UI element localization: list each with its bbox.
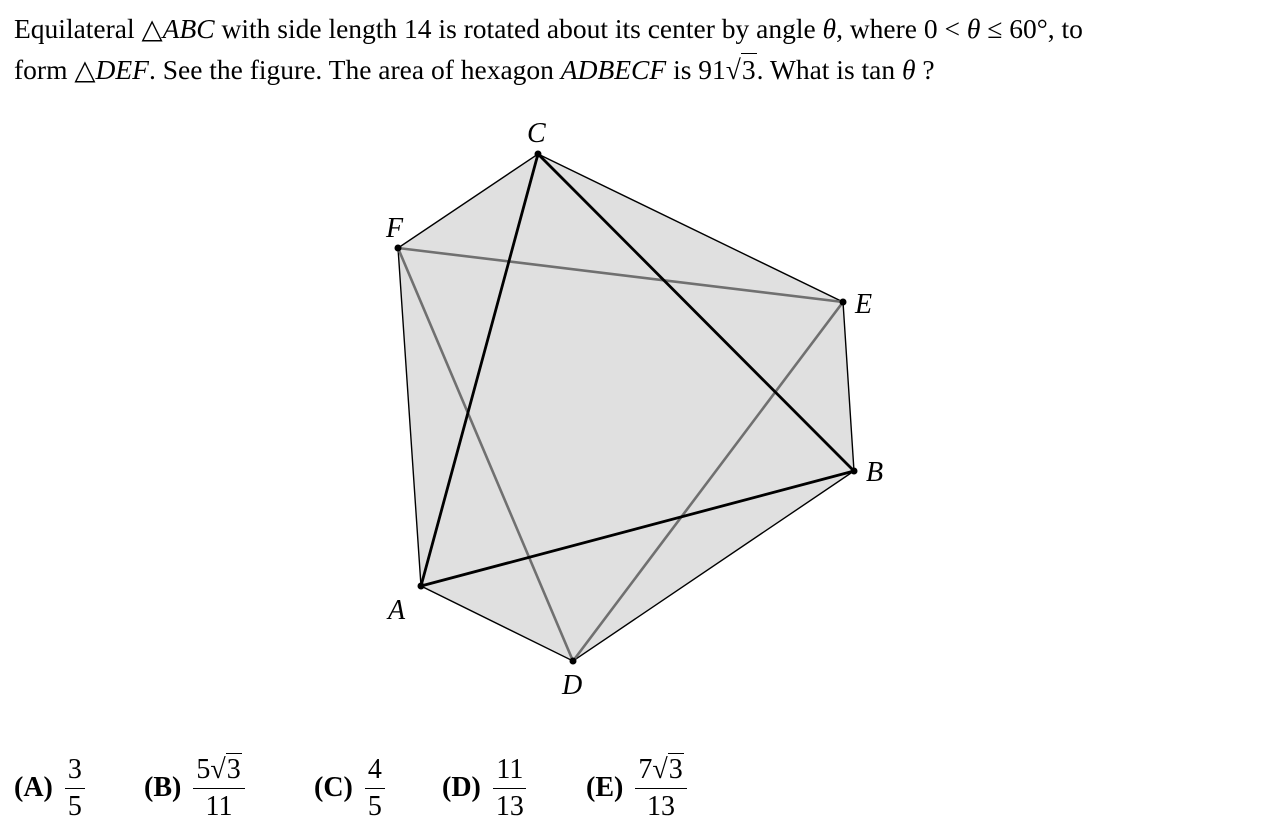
text-segment: , where 0 < [836, 13, 967, 44]
theta-symbol: θ [902, 54, 916, 85]
numerator: 11 [493, 755, 526, 789]
theta-symbol: θ [966, 13, 981, 44]
square-root [652, 755, 683, 785]
text-segment: ≤ 60°, to [980, 13, 1083, 44]
denominator: 11 [205, 790, 233, 822]
radical-sign: √ [210, 753, 226, 785]
triangle-abc-name: ABC [162, 13, 215, 44]
choice-b[interactable] [144, 748, 245, 828]
radicand: 3 [741, 54, 756, 85]
vertex-a-point [418, 583, 425, 590]
fraction [365, 755, 385, 822]
answer-choices [14, 748, 774, 828]
choice-label: (A) [14, 772, 53, 803]
choice-label: (B) [144, 772, 182, 803]
choice-label: (C) [314, 772, 353, 803]
choice-label: (D) [442, 772, 481, 803]
denominator: 13 [647, 790, 676, 822]
numerator: 4 [365, 755, 385, 789]
numerator: 3 [65, 755, 85, 789]
text-segment: . What is tan [756, 54, 902, 85]
vertex-label-e: E [855, 289, 873, 320]
theta-symbol: θ [822, 13, 837, 44]
fraction [493, 755, 527, 822]
vertex-d-point [570, 658, 577, 665]
text-segment: is 91 [666, 54, 726, 85]
vertex-label-d: D [562, 670, 583, 701]
denominator: 13 [495, 790, 524, 822]
coefficient: 5 [196, 753, 211, 785]
text-segment: with side length 14 is rotated about its center by angle [214, 13, 823, 44]
text-segment: ? [915, 54, 935, 85]
choice-c[interactable] [314, 748, 385, 828]
radicand: 3 [668, 753, 683, 785]
fraction [635, 755, 686, 822]
fraction [193, 755, 244, 822]
text-segment: Equilateral △ [14, 13, 163, 44]
numerator [635, 755, 686, 789]
fraction [65, 755, 85, 822]
vertex-b-point [851, 468, 858, 475]
vertex-label-b: B [866, 457, 884, 488]
vertex-e-point [840, 299, 847, 306]
text-segment: . See the figure. The area of hexagon [148, 54, 561, 85]
vertex-f-point [395, 245, 402, 252]
vertex-label-a: A [388, 595, 406, 626]
radicand: 3 [226, 753, 241, 785]
hexagon-name: ADBECF [560, 54, 667, 85]
text-segment: form △ [14, 54, 96, 85]
coefficient: 7 [638, 753, 653, 785]
numerator [193, 755, 244, 789]
denominator: 5 [367, 790, 382, 822]
vertex-c-point [535, 151, 542, 158]
denominator: 5 [67, 790, 82, 822]
choice-e[interactable] [586, 748, 687, 828]
radical-sign: √ [652, 753, 668, 785]
radical-sign: √ [725, 54, 741, 85]
vertex-label-f: F [386, 213, 404, 244]
choice-a[interactable] [14, 748, 85, 828]
choice-label: (E) [586, 772, 624, 803]
square-root [210, 755, 241, 785]
choice-d[interactable] [442, 748, 527, 828]
triangle-def-name: DEF [95, 54, 149, 85]
vertex-label-c: C [527, 118, 546, 149]
